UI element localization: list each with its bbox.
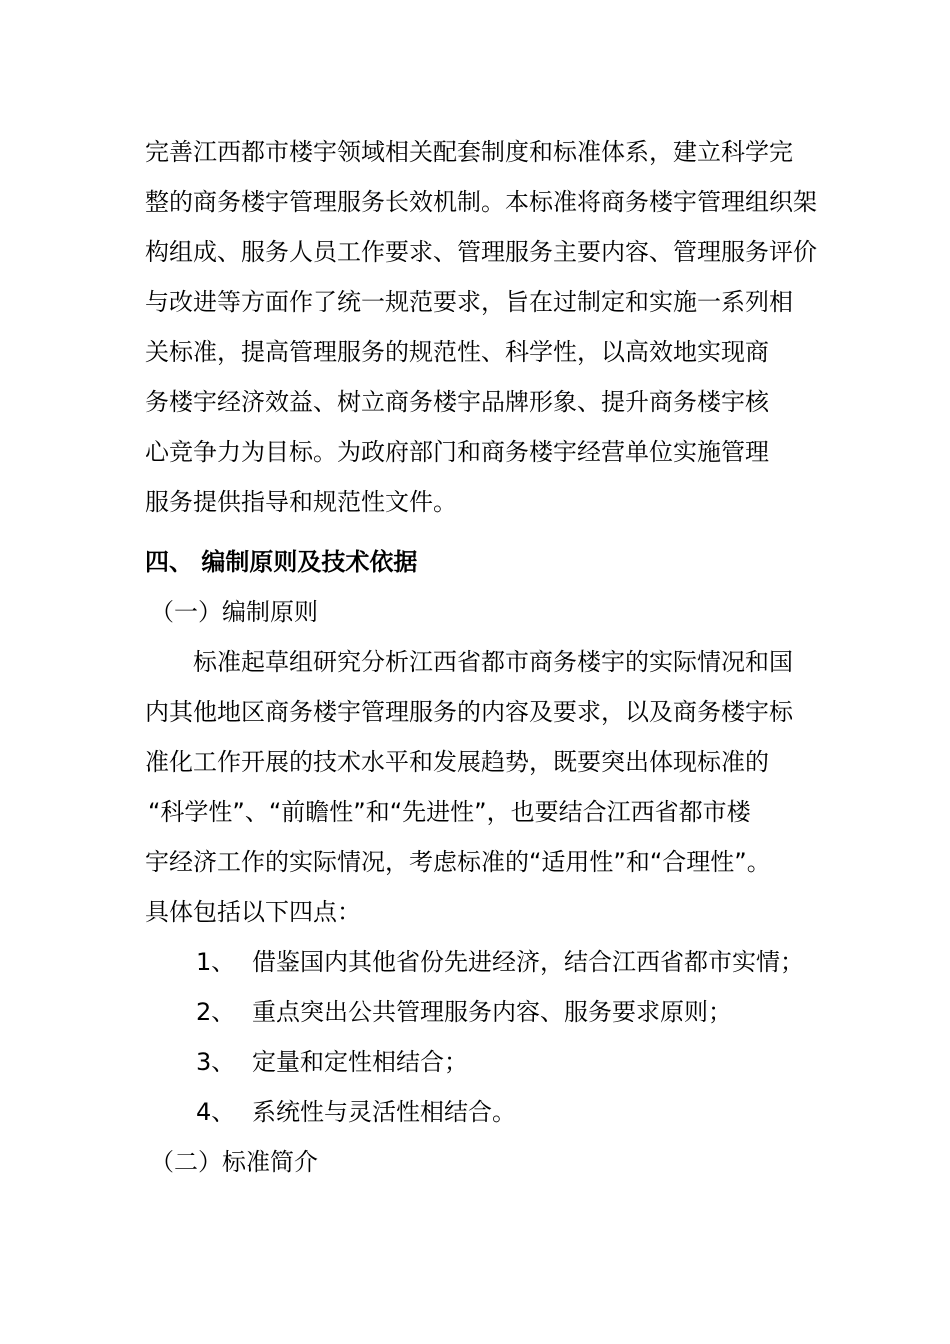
list-item: [196, 1087, 516, 1137]
paragraph-line: 准化工作开展的技术水平和发展趋势，既要突出体现标准的: [145, 748, 769, 776]
paragraph-line: 务楼宇经济效益、树立商务楼宇品牌形象、提升商务楼宇核: [145, 388, 769, 416]
list-item: [196, 937, 804, 987]
paragraph-line: 完善江西都市楼宇领域相关配套制度和标准体系，建立科学完: [145, 138, 793, 166]
paragraph-line: 宇经济工作的实际情况，考虑标准的“适用性”和“合理性”。: [145, 848, 771, 876]
list-item-text: 系统性与灵活性相结合。: [252, 1098, 516, 1126]
paragraph-line: 心竞争力为目标。为政府部门和商务楼宇经营单位实施管理: [145, 438, 769, 466]
list-item-text: 借鉴国内其他省份先进经济，结合江西省都市实情；: [252, 948, 804, 976]
list-item: [196, 987, 732, 1037]
paragraph-line: 关标准，提高管理服务的规范性、科学性，以高效地实现商: [145, 338, 769, 366]
list-item-number: 1、: [196, 948, 236, 976]
list-item-text: 重点突出公共管理服务内容、服务要求原则；: [252, 998, 732, 1026]
paragraph-line: “科学性”、“前瞻性”和“先进性”，也要结合江西省都市楼: [148, 798, 751, 826]
paragraph-line: 具体包括以下四点：: [145, 898, 361, 926]
paragraph-line: 构组成、服务人员工作要求、管理服务主要内容、管理服务评价: [145, 238, 817, 266]
list-item: [196, 1037, 468, 1087]
subsection-heading: （二）标准简介: [150, 1148, 318, 1176]
paragraph-line: 标准起草组研究分析江西省都市商务楼宇的实际情况和国: [193, 648, 793, 676]
list-item-number: 3、: [196, 1048, 236, 1076]
list-item-number: 2、: [196, 998, 236, 1026]
paragraph-line: 与改进等方面作了统一规范要求，旨在过制定和实施一系列相: [145, 288, 793, 316]
section-heading: 四、 编制原则及技术依据: [145, 548, 418, 576]
list-item-number: 4、: [196, 1098, 236, 1126]
paragraph-line: 服务提供指导和规范性文件。: [145, 488, 457, 516]
paragraph-line: 内其他地区商务楼宇管理服务的内容及要求，以及商务楼宇标: [145, 698, 793, 726]
list-item-text: 定量和定性相结合；: [252, 1048, 468, 1076]
paragraph-line: 整的商务楼宇管理服务长效机制。本标准将商务楼宇管理组织架: [145, 188, 817, 216]
subsection-heading: （一）编制原则: [150, 598, 318, 626]
